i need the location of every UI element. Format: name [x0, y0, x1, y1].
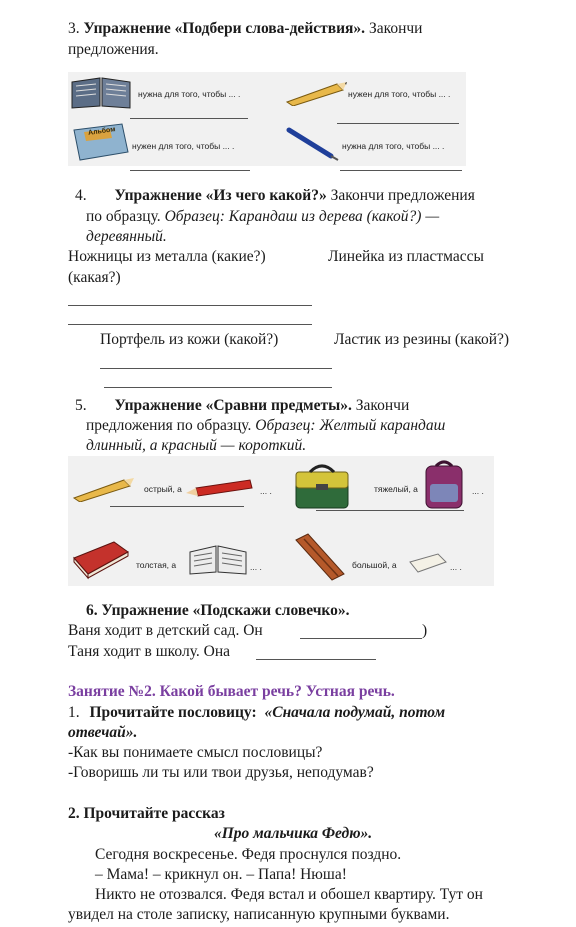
answer-line [256, 659, 376, 660]
ex4-line2 [86, 208, 439, 226]
ex4-row1-cont: (какая?) [68, 269, 121, 286]
ex4-row1-left: Ножницы из металла (какие?) [68, 248, 266, 265]
purple-backpack-icon [418, 458, 470, 510]
answer-line [340, 170, 462, 171]
ex6-line1-end: ) [422, 622, 428, 639]
ex5-line2-plain: предложения по образцу. [86, 417, 252, 434]
ex5-item-3-text: толстая, а [136, 560, 177, 570]
ex4-line2-plain: по образцу. [86, 208, 161, 225]
ex6-line1: Ваня ходит в детский сад. Он [68, 622, 263, 639]
ex4-row1-right: Линейка из пластмассы [328, 248, 484, 265]
ex3-item-1-text: нужна для того, чтобы ... . [138, 89, 241, 99]
ex5-item-1-text: острый, а [144, 484, 182, 494]
pencil-case-icon [292, 530, 348, 584]
answer-line [68, 305, 312, 306]
ex3-item-3-text: нужен для того, чтобы ... . [132, 141, 235, 151]
green-bag-icon [290, 460, 354, 510]
open-book-icon [188, 544, 248, 576]
ex4-row2-left: Портфель из кожи (какой?) [100, 331, 279, 348]
ex5-item-2-text: тяжелый, а [374, 484, 418, 494]
ex6-title: 6. Упражнение «Подскажи словечко». [86, 602, 350, 619]
proverb-quote: «Сначала подумай, потом [264, 704, 446, 721]
ex3-item-2-text: нужен для того, чтобы ... . [348, 89, 451, 99]
red-book-icon [70, 538, 132, 580]
proverb-line [68, 704, 445, 722]
ex5-item-1-tail: ... . [260, 486, 272, 496]
album-label: Альбом [87, 126, 116, 137]
book-icon [70, 76, 132, 110]
story-line-2: – Мама! – крикнул он. – Папа! Нюша! [95, 866, 347, 883]
ex4-task: Закончи предложения [330, 187, 475, 204]
ex4-example-end: деревянный. [86, 228, 167, 245]
ex4-number: 4. [75, 187, 87, 204]
pen-icon [285, 126, 341, 162]
story-line-1: Сегодня воскресенье. Федя проснулся поздно. [95, 846, 402, 863]
story-line-3: Никто не отозвался. Федя встал и обошел квартиру. Тут он [95, 886, 483, 903]
lesson-heading: Занятие №2. Какой бывает речь? Устная речь. [68, 683, 395, 700]
pencil-icon [283, 80, 349, 106]
answer-line [110, 506, 244, 507]
yellow-pencil-icon [72, 476, 136, 502]
answer-line [316, 510, 464, 511]
answer-line [337, 123, 459, 124]
red-pencil-icon [186, 478, 254, 498]
ex3-task: Закончи [368, 20, 423, 37]
ex5-example: Образец: Желтый карандаш [255, 417, 446, 434]
ex5-item-4-text: большой, а [352, 560, 397, 570]
ex5-number: 5. [75, 397, 87, 414]
ex5-example-end: длинный, а красный — короткий. [86, 437, 307, 454]
ex4-example: Образец: Карандаш из дерева (какой?) — [164, 208, 440, 225]
question-1: -Как вы понимаете смысл пословицы? [68, 744, 323, 761]
ex5-item-2-tail: ... . [472, 486, 484, 496]
ex5-item-4-tail: ... . [450, 562, 462, 572]
ex5-heading [75, 397, 409, 415]
ex3-number: 3. [68, 20, 80, 37]
proverb-number: 1. [68, 704, 80, 721]
ex5-line2 [86, 417, 445, 435]
ex4-row2-right: Ластик из резины (какой?) [334, 331, 510, 348]
ex4-heading [75, 187, 475, 205]
answer-line [130, 170, 250, 171]
question-2: -Говоришь ли ты или твои друзья, неподумав? [68, 764, 374, 781]
answer-line [100, 368, 332, 369]
ex5-title: Упражнение «Сравни предметы». [114, 397, 352, 414]
story-instruction: 2. Прочитайте рассказ [68, 805, 225, 822]
story-line-4: увидел на столе записку, написанную крупными буквами. [68, 906, 450, 923]
ex3-item-4-text: нужна для того, чтобы ... . [342, 141, 445, 151]
ex6-line2: Таня ходит в школу. Она [68, 643, 231, 660]
ex4-title: Упражнение «Из чего какой?» [114, 187, 327, 204]
answer-line [104, 387, 332, 388]
ex5-item-3-tail: ... . [250, 562, 262, 572]
eraser-icon [408, 552, 448, 574]
ex3-title: Упражнение «Подбери слова-действия». [83, 20, 366, 37]
story-title: «Про мальчика Федю». [214, 825, 373, 842]
ex3-task-line2: предложения. [68, 41, 159, 58]
answer-line [130, 118, 248, 119]
proverb-quote-end: отвечай». [68, 724, 138, 741]
answer-line [300, 638, 422, 639]
ex3-heading [68, 20, 422, 38]
answer-line [68, 324, 312, 325]
ex5-task: Закончи [355, 397, 410, 414]
proverb-instruction: Прочитайте пословицу: [89, 704, 257, 721]
